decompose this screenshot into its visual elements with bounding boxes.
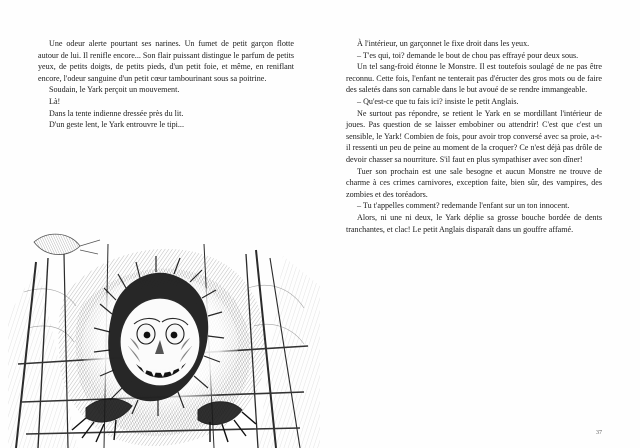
paragraph: – Tu t'appelles comment? redemande l'enfant sur un ton innocent. bbox=[357, 201, 570, 211]
page-number: 37 bbox=[596, 430, 602, 436]
paragraph: – T'es qui, toi? demande le bout de chou pas effrayé pour deux sous. bbox=[357, 50, 579, 60]
left-page-text-column bbox=[38, 38, 294, 131]
right-page bbox=[320, 0, 640, 448]
paragraph: – Qu'est-ce que tu fais ici? insiste le petit Anglais. bbox=[357, 96, 519, 106]
paragraph: Alors, ni une ni deux, le Yark déplie sa grosse bouche bordée de dents tranchantes, et clac! Le petit Anglais disparaît dans un gouffre affamé. bbox=[346, 212, 602, 234]
yark-monster-illustration bbox=[8, 196, 320, 448]
paragraph: Soudain, le Yark perçoit un mouvement. bbox=[49, 85, 180, 95]
paragraph: Ne surtout pas répondre, se retient le Yark en se mordillant l'intérieur de joues. Pas question de se laisser embobiner ou attendrir! C'est que c'est un sensible, le Yark! Combien de fois, pour avoir trop conversé avec sa proie, a-t-il ressenti un peu de peine au moment de la croquer? Ce n'est déjà pas drôle de devoir chasser sa nourriture. S'il faut en plus sympathiser avec son dîner! bbox=[346, 108, 602, 164]
paragraph: Là! bbox=[49, 96, 61, 106]
paragraph: À l'intérieur, un garçonnet le fixe droit dans les yeux. bbox=[357, 39, 530, 48]
paragraph: Dans la tente indienne dressée près du lit. bbox=[49, 108, 184, 118]
paragraph: Un tel sang-froid étonne le Monstre. Il est toutefois soulagé de ne pas être reconnu. Cette fois, l'enfant ne tenterait pas d'éructer des gros mots ou de faire des saletés dans son carnable dans le but avoué de se rendre immangeable. bbox=[346, 62, 602, 95]
paragraph: Tuer son prochain est une sale besogne et aucun Monstre ne trouve de charme à ces crimes carnivores, exception faite, bien sûr, des vampires, des zombies et des toréadors. bbox=[346, 166, 602, 199]
right-page-text-column bbox=[346, 38, 602, 235]
paragraph: Une odeur alerte pourtant ses narines. Un fumet de petit garçon flotte autour de lui. Il renifle encore... Son flair puissant distingue le parfum de petits yeux, de petits doigts, de petits pieds, d'un petit foie, et même, en reniflant encore, l'odeur sanguine d'un petit cœur tambourinant sous sa poitrine. bbox=[38, 39, 294, 83]
paragraph: D'un geste lent, le Yark entrouvre le tipi... bbox=[49, 120, 184, 130]
